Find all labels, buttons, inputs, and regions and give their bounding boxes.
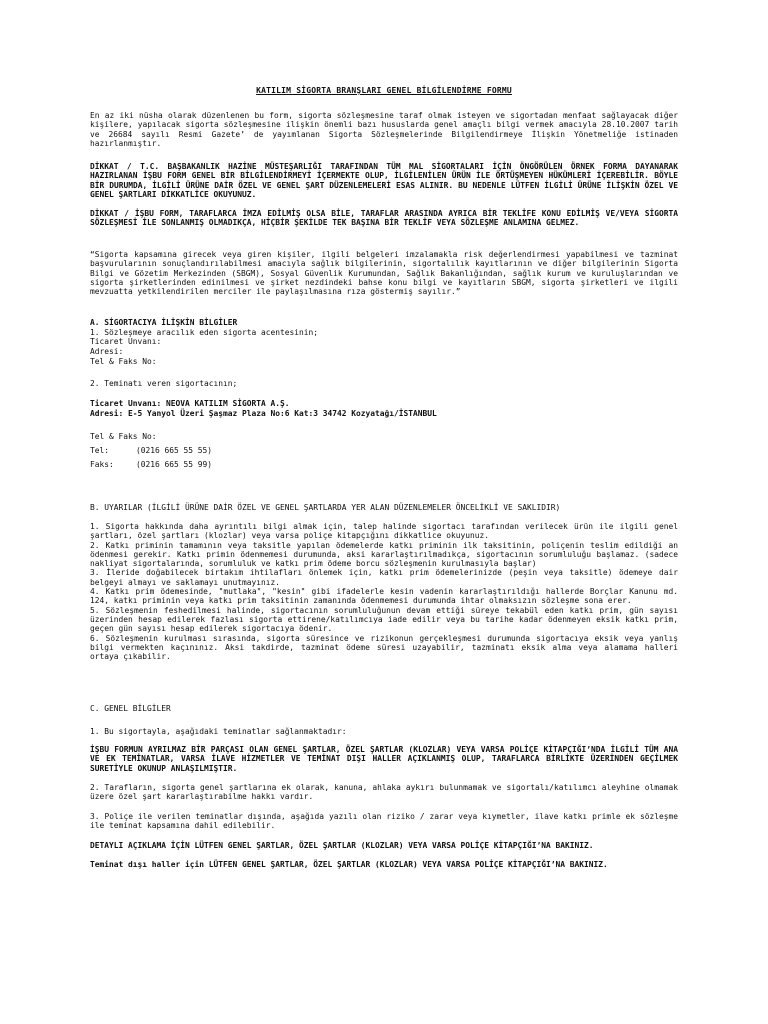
notice-1: DİKKAT / T.C. BAŞBAKANLIK HAZİNE MÜSTEŞARLIĞI TARAFINDAN TÜM MAL SİGORTALARI İÇİN ÖNGÖRÜLEN ÖRNEK FORMA DAYANARAK HAZIRLANAN İŞBU FORM GENEL BİR BİLGİLENDİRMEYİ İÇERMEKTE OLUP, İLGİLENİLEN ÜRÜN İLE ÖRTÜŞMEYEN HÜKÜMLERİ İÇEREBİLİR. BÖYLE BİR DURUMDA, İLGİLİ ÜRÜNE DAİR ÖZEL VE GENEL ŞART DÜZENLEMELERİ ESAS ALINIR. BU NEDENLE LÜTFEN İLGİLİ ÜRÜNE İLİŞKİN ÖZEL VE GENEL ŞARTLARI DİKKATLİCE OKUYUNUZ. bbox=[90, 162, 678, 199]
section-c-heading: C. GENEL BİLGİLER bbox=[90, 704, 171, 713]
section-c-heading-block bbox=[90, 704, 678, 714]
exclusion-line-block bbox=[90, 860, 678, 870]
document-title: KATILIM SİGORTA BRANŞLARI GENEL BİLGİLENDİRME FORMU bbox=[256, 86, 512, 95]
section-c-item-3-block bbox=[90, 812, 678, 831]
consent-block bbox=[90, 250, 678, 296]
agent-address: Adresi: bbox=[90, 347, 124, 357]
intro-paragraph-block bbox=[90, 111, 678, 148]
warning-item-2: 2. Katkı priminin tamamının veya taksitle yapılan ödemelerde katkı priminin ilk taksitinin, poliçenin teslim edildiği an ödenmesi gerekir. Katkı primin ödenmemesi durumunda, aksi kararlaştırılmadıkça, sigortacının sorumluluğu başlamaz. (sadece nakliyat sigortalarında, sorumluluk ve katkı prim ödeme borcu sözleşmenin kurulmasıyla başlar) bbox=[90, 540, 678, 569]
section-b-items bbox=[90, 522, 678, 661]
detail-line-block bbox=[90, 841, 678, 851]
consent-paragraph: “Sigorta kapsamına girecek veya giren kişiler, ilgili belgeleri imzalamakla risk değerlendirmesi yapabilmesi ve tazminat başvurularının sonuçlandırılabilmesi amacıyla sağlık bilgilerinin, sigortalılık kayıtlarının ve diğer bilgilerinin Sigorta Bilgi ve Gözetim Merkezinden (SBGM), Sosyal Güvenlik Kurumundan, Sağlık Bakanlığından, sağlık kurum ve kuruluşlarından ve sigorta şirketlerinden edinilmesi ve şirket nezdindeki bahse konu bilgi ve kayıtların SBGM, sigorta şirketleri ve ilgili mevzuatta yetkilendirilen merciler ile paylaşılmasına rıza göstermiş sayılır.” bbox=[90, 250, 678, 297]
tel-value: (0216 665 55 55) bbox=[136, 446, 213, 455]
notice-1-block bbox=[90, 162, 678, 199]
section-b-heading-block bbox=[90, 503, 678, 513]
section-c-item-1: 1. Bu sigortayla, aşağıdaki teminatlar sağlanmaktadır: bbox=[90, 727, 347, 736]
fax-value: (0216 665 55 99) bbox=[136, 460, 213, 469]
section-c-item-1-block bbox=[90, 727, 678, 736]
section-b-heading: B. UYARILAR (İLGİLİ ÜRÜNE DAİR ÖZEL VE GENEL ŞARTLARDA YER ALAN DÜZENLEMELER ÖNCELİKLİ VE SAKLIDIR) bbox=[90, 503, 561, 512]
section-c-item-3: 3. Poliçe ile verilen teminatlar dışında, aşağıda yazılı olan riziko / zarar veya kıymetler, ilave katkı primle ek sözleşme ile teminat kapsamına dahil edilebilir. bbox=[90, 812, 678, 831]
insurer-phone-fax-label: Tel & Faks No: bbox=[90, 432, 157, 441]
section-c-bold-notice: İŞBU FORMUN AYRILMAZ BİR PARÇASI OLAN GENEL ŞARTLAR, ÖZEL ŞARTLAR (KLOZLAR) VEYA VARSA POLİÇE KİTAPÇIĞI’NDA İLGİLİ TÜM ANA VE EK TEMİNATLAR, VARSA İLAVE HİZMETLER VE TEMİNAT DIŞI HALLER AÇIKLANMIŞ OLUP, TARAFLARCA BİRLİKTE ÜZERİNDEN GEÇİLMEK SURETİYLE OKUNUP ANLAŞILMIŞTIR. bbox=[90, 745, 678, 773]
section-c-item-2-block bbox=[90, 783, 678, 802]
insurer-address: Adresi: E-5 Yanyol Üzeri Şaşmaz Plaza No:6 Kat:3 34742 Kozyatağı/İSTANBUL bbox=[90, 408, 437, 418]
detail-line: DETAYLI AÇIKLAMA İÇİN LÜTFEN GENEL ŞARTLAR, ÖZEL ŞARTLAR (KLOZLAR) VEYA VARSA POLİÇE KİTAPÇIĞI’NA BAKINIZ. bbox=[90, 841, 594, 850]
section-c-item-2: 2. Tarafların, sigorta genel şartlarına ek olarak, kanuna, ahlaka aykırı bulunmamak ve sigortalı/katılımcı aleyhine olmamak üzere özel şart kararlaştırabilme hakkı vardır. bbox=[90, 783, 678, 802]
warning-item-3: 3. İleride doğabilecek birtakım ihtilafları önlemek için, katkı prim ödemelerinizde (peşin veya taksitle) ödemeye dair belgeyi almayı ve saklamayı unutmayınız. bbox=[90, 568, 678, 587]
fax-label: Faks: bbox=[90, 460, 114, 469]
insurer-label: 2. Teminatı veren sigortacının; bbox=[90, 379, 238, 388]
insurer-contact-block bbox=[90, 430, 678, 472]
fax-row bbox=[90, 458, 678, 472]
agent-label: 1. Sözleşmeye aracılık eden sigorta acentesinin; bbox=[90, 327, 319, 337]
notice-2-block bbox=[90, 209, 678, 228]
warning-item-1: 1. Sigorta hakkında daha ayrıntılı bilgi almak için, talep halinde sigortacı tarafından verilecek ürün ile ilgili genel şartları, özel şartları (klozlar) veya varsa poliçe kitapçığını dikkatlice okuyunuz. bbox=[90, 522, 678, 541]
insurer-label-block bbox=[90, 379, 678, 389]
notice-2: DİKKAT / İŞBU FORM, TARAFLARCA İMZA EDİLMİŞ OLSA BİLE, TARAFLAR ARASINDA AYRICA BİR TEKLİFE KONU EDİLMİŞ VE/VEYA SİGORTA SÖZLEŞMESİ İLE SONLANMIŞ OLMADIKÇA, HİÇBİR ŞEKİLDE TEK BAŞINA BİR TEKLİF VEYA SÖZLEŞME ANLAMINA GELMEZ. bbox=[90, 209, 678, 228]
agent-trade-name: Ticaret Unvanı: bbox=[90, 337, 162, 347]
section-a bbox=[90, 318, 678, 367]
agent-phone-fax: Tel & Faks No: bbox=[90, 356, 157, 366]
insurer-trade-name: Ticaret Unvanı: NEOVA KATILIM SİGORTA A.Ş. bbox=[90, 399, 290, 408]
tel-row bbox=[90, 444, 678, 458]
exclusion-line: Teminat dışı haller için LÜTFEN GENEL ŞARTLAR, ÖZEL ŞARTLAR (KLOZLAR) VEYA VARSA POLİÇE KİTAPÇIĞI’NA BAKINIZ. bbox=[90, 860, 608, 869]
warning-item-4: 4. Katkı prim ödemesinde, "mutlaka", "kesin" gibi ifadelerle kesin vadenin kararlaştırıldığı hallerde Borçlar Kanunu md. 124, katkı priminin veya katkı prim taksitinin zamanında ödenmemesi durumunda ihtar olmaksızın sözleşme sona erer. bbox=[90, 587, 678, 606]
warning-item-5: 5. Sözleşmenin feshedilmesi halinde, sigortacının sorumluluğunun devam ettiği süreye tekabül eden katkı prim, gün sayısı üzerinden hesap edilerek fazlası sigorta ettirene/katılımcıya iade edilir veya bu tarihe kadar ödenmeyen eksik katkı prim, geçen gün sayısı hesap edilerek sigortacıya ödenir. bbox=[90, 605, 678, 634]
section-c-bold-notice-block bbox=[90, 745, 678, 773]
intro-paragraph: En az iki nüsha olarak düzenlenen bu form, sigorta sözleşmesine taraf olmak isteyen ve sigortadan menfaat sağlayacak diğer kişilere, yapılacak sigorta sözleşmesine ilişkin önemli bazı hususlarda genel amaçlı bilgi vermek amacıyla 28.10.2007 tarih ve 26684 sayılı Resmi Gazete’ de yayımlanan Sigorta Sözleşmelerinde Bilgilendirmeye İlişkin Yönetmeliğe istinaden hazırlanmıştır. bbox=[90, 111, 678, 148]
section-a-heading: A. SİGORTACIYA İLİŞKİN BİLGİLER bbox=[90, 318, 238, 327]
tel-label: Tel: bbox=[90, 446, 110, 455]
insurer-info-block bbox=[90, 399, 678, 418]
warning-item-6: 6. Sözleşmenin kurulması sırasında, sigorta süresince ve rizikonun gerçekleşmesi durumunda sigortacıya eksik veya yanlış bilgi vermekten kaçınınız. Aksi takdirde, tazminat ödeme süresi uzayabilir, tazminatı eksik alma veya alamama halleri ortaya çıkabilir. bbox=[90, 633, 678, 662]
